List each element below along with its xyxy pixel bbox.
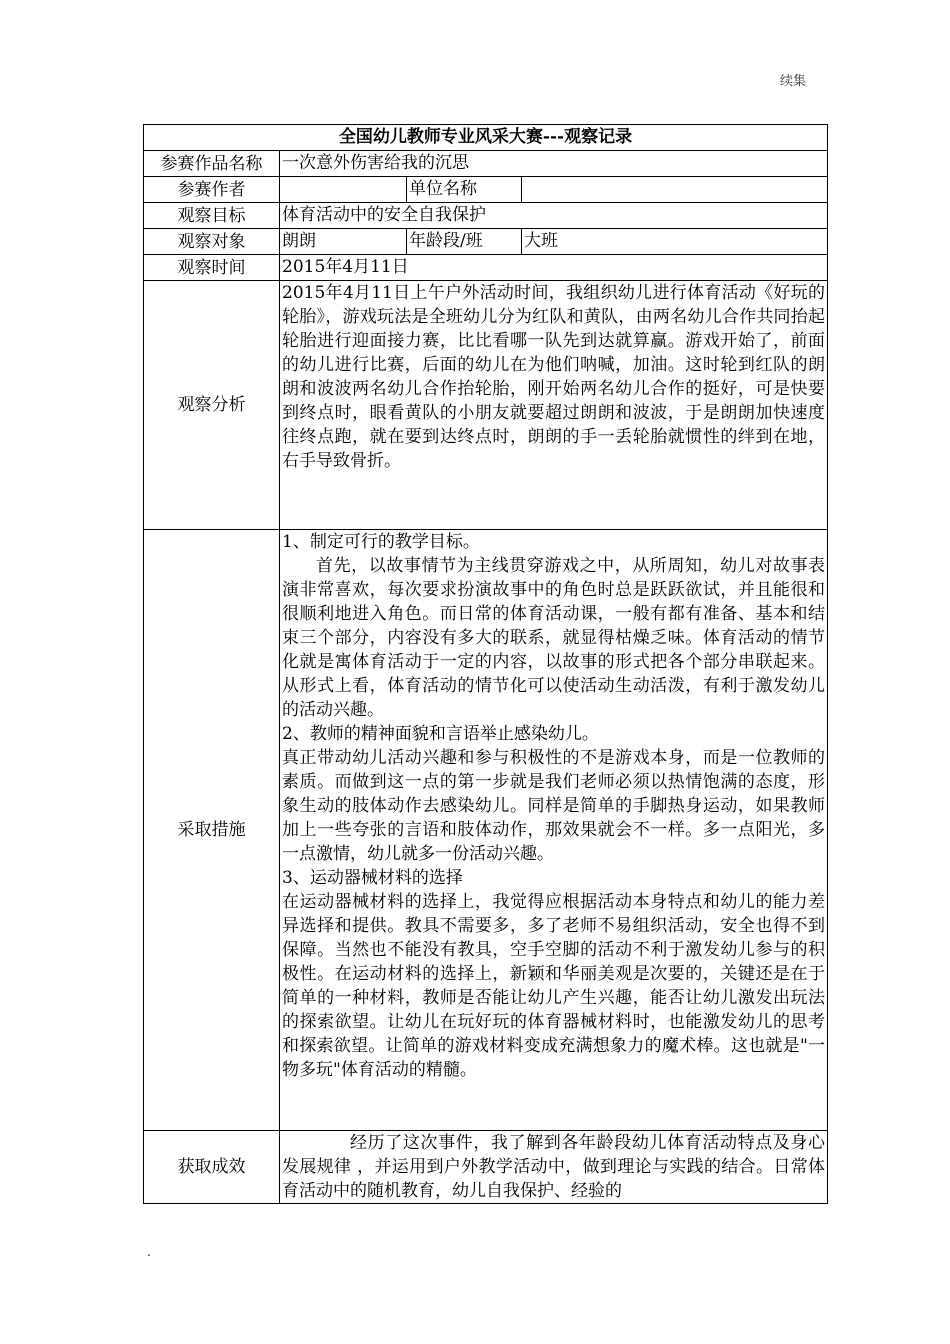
analysis-text: 2015年4月11日上午户外活动时间，我组织幼儿进行体育活动《好玩的轮胎》，游戏玩法是全班幼儿分为红队和黄队，由两名幼儿合作共同抬起轮胎进行迎面接力赛，比比看哪一队先到达就算赢。游戏开始了，前面的幼儿进行比赛，后面的幼儿在为他们呐喊，加油。这时轮到红队的朗朗和波波两名幼儿合作抬轮胎，刚开始两名幼儿合作的挺好，可是快要到终点时，眼看黄队的小朋友就要超过朗朗和波波，于是朗朗加快速度往终点跑，就在要到达终点时，朗朗的手一丢轮胎就惯性的绊到在地，右手导致骨折。 [282, 283, 826, 471]
continuation-note: 续集 [780, 74, 807, 89]
author-value [280, 177, 407, 203]
object-value: 朗朗 [280, 229, 407, 255]
results-text: 经历了这次事件，我了解到各年龄段幼儿体育活动特点及身心发展规律 ，并运用到户外教学活动中，做到理论与实践的结合。日常体育活动中的随机教育，幼儿自我保护、经验的 [282, 1133, 826, 1201]
measures-label: 采取措施 [144, 530, 280, 1131]
measures-paragraph-1: 首先，以故事情节为主线贯穿游戏之中，从所周知，幼儿对故事表演非常喜欢，每次要求扮演故事中的角色时总是跃跃欲试，并且能很和很顺利地进入角色。而日常的体育活动课，一般有都有准备、基本和结束三个部分，内容没有多大的联系，就显得枯燥乏味。体育活动的情节化就是寓体育活动于一定的内容，以故事的形式把各个部分串联起来。从形式上看，体育活动的情节化可以使活动生动活泼，有利于激发幼儿的活动兴趣。 [282, 556, 826, 720]
footer-mark: . [147, 1245, 151, 1259]
time-value: 2015年4月11日 [280, 255, 828, 281]
age-label: 年龄段/班 [407, 229, 522, 255]
author-label: 参赛作者 [144, 177, 280, 203]
object-label: 观察对象 [144, 229, 280, 255]
measures-cell [280, 530, 828, 1131]
observation-record-table [143, 124, 828, 1204]
measures-paragraph-2: 真正带动幼儿活动兴趣和参与积极性的不是游戏本身，而是一位教师的素质。而做到这一点的第一步就是我们老师必须以热情饱满的态度，形象生动的肢体动作去感染幼儿。同样是简单的手脚热身运动，如果教师加上一些夸张的言语和肢体动作，那效果就会不一样。多一点阳光，多一点激情，幼儿就多一份活动兴趣。 [282, 748, 826, 864]
measures-heading-3: 3、运动器械材料的选择 [282, 868, 463, 888]
measures-heading-1: 1、制定可行的教学目标。 [282, 532, 480, 552]
time-label: 观察时间 [144, 255, 280, 281]
measures-heading-2: 2、教师的精神面貌和言语举止感染幼儿。 [282, 724, 599, 744]
age-value: 大班 [522, 229, 828, 255]
unit-label: 单位名称 [407, 177, 522, 203]
results-cell [280, 1131, 828, 1204]
analysis-cell [280, 281, 828, 530]
results-label: 获取成效 [144, 1131, 280, 1204]
measures-paragraph-3: 在运动器械材料的选择上，我觉得应根据活动本身特点和幼儿的能力差异选择和提供。教具不需要多，多了老师不易组织活动，安全也得不到保障。当然也不能没有教具，空手空脚的活动不利于激发幼儿参与的积极性。在运动材料的选择上，新颖和华丽美观是次要的，关键还是在于简单的一种材料，教师是否能让幼儿产生兴趣，能否让幼儿激发出玩法的探索欲望。让幼儿在玩好玩的体育器械材料时，也能激发幼儿的思考和探索欲望。让简单的游戏材料变成充满想象力的魔术棒。这也就是"一物多玩"体育活动的精髓。 [282, 892, 826, 1080]
goal-value: 体育活动中的安全自我保护 [280, 203, 828, 229]
goal-label: 观察目标 [144, 203, 280, 229]
work-name-value: 一次意外伤害给我的沉思 [280, 151, 828, 177]
work-name-label: 参赛作品名称 [144, 151, 280, 177]
unit-value [522, 177, 828, 203]
analysis-label: 观察分析 [144, 281, 280, 530]
record-title: 全国幼儿教师专业风采大赛---观察记录 [144, 125, 828, 151]
